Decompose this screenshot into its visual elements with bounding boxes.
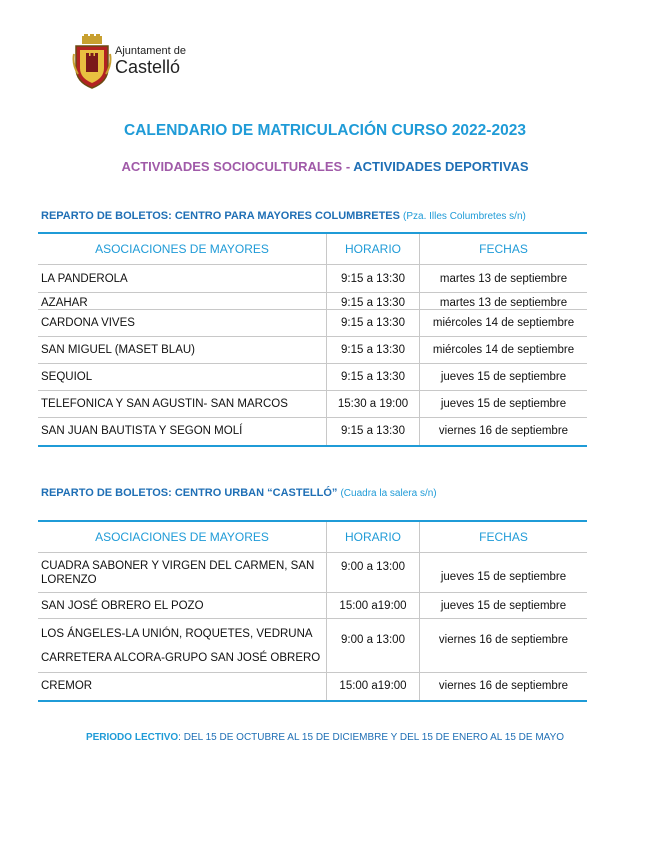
section1-address: (Pza. Illes Columbretes s/n) xyxy=(403,211,526,222)
table-row xyxy=(38,293,587,310)
column-header-fechas: FECHAS xyxy=(420,233,588,265)
date: viernes 16 de septiembre xyxy=(420,418,588,446)
date-text: jueves 15 de septiembre xyxy=(440,570,567,583)
column-header-fechas: FECHAS xyxy=(420,521,588,553)
schedule: 9:15 a 13:30 xyxy=(327,310,420,337)
table-row xyxy=(38,673,587,701)
column-header-horario: HORARIO xyxy=(327,521,420,553)
date xyxy=(420,619,588,673)
logo-line2: Castelló xyxy=(115,57,181,77)
date xyxy=(420,293,588,310)
city-logo xyxy=(72,34,192,90)
association-name: CUADRA SABONER Y VIRGEN DEL CARMEN, SAN LORENZO xyxy=(38,553,327,593)
schedule: 15:00 a19:00 xyxy=(327,673,420,701)
table-row xyxy=(38,310,587,337)
urban-castello-table xyxy=(38,520,587,702)
date-text: viernes 16 de septiembre xyxy=(438,633,569,646)
association-name: CARDONA VIVES xyxy=(38,310,327,337)
association-name: SEQUIOL xyxy=(38,364,327,391)
schedule: 15:00 a19:00 xyxy=(327,593,420,619)
association-name: CREMOR xyxy=(38,673,327,701)
schedule: 9:15 a 13:30 xyxy=(327,265,420,293)
section2-heading xyxy=(41,487,437,499)
table-row xyxy=(38,391,587,418)
table-row xyxy=(38,265,587,293)
table-row xyxy=(38,364,587,391)
association-name-text: AZAHAR xyxy=(41,297,88,307)
document-subtitle xyxy=(0,159,650,174)
section1-title: REPARTO DE BOLETOS: CENTRO PARA MAYORES COLUMBRETES xyxy=(41,210,400,222)
table-row xyxy=(38,553,587,593)
lective-period-note xyxy=(0,732,650,743)
section1-heading xyxy=(41,210,526,222)
table-row xyxy=(38,619,587,673)
logo-line1: Ajuntament de xyxy=(115,45,186,57)
date: jueves 15 de septiembre xyxy=(420,364,588,391)
subtitle-deportivas: ACTIVIDADES DEPORTIVAS xyxy=(353,159,529,174)
association-name xyxy=(38,293,327,310)
date: jueves 15 de septiembre xyxy=(420,391,588,418)
association-name-line2: CARRETERA ALCORA-GRUPO SAN JOSÉ OBRERO xyxy=(41,651,321,664)
lective-period-label: PERIODO LECTIVO xyxy=(85,732,179,743)
schedule xyxy=(327,619,420,673)
date-text: martes 13 de septiembre xyxy=(439,297,568,307)
schedule-text: 9:00 a 13:00 xyxy=(341,560,405,573)
subtitle-sociocultural: ACTIVIDADES SOCIOCULTURALES xyxy=(121,159,343,174)
column-header-asociaciones: ASOCIACIONES DE MAYORES xyxy=(38,233,327,265)
schedule: 9:15 a 13:30 xyxy=(327,337,420,364)
schedule xyxy=(327,553,420,593)
association-name xyxy=(38,619,327,673)
document-title: CALENDARIO DE MATRICULACIÓN CURSO 2022-2023 xyxy=(124,122,526,139)
logo-wordmark xyxy=(115,46,186,76)
table-row xyxy=(38,418,587,446)
date: jueves 15 de septiembre xyxy=(420,593,588,619)
date xyxy=(420,553,588,593)
association-name-line1: LOS ÁNGELES-LA UNIÓN, ROQUETES, VEDRUNA xyxy=(41,627,313,640)
association-name: SAN MIGUEL (MASET BLAU) xyxy=(38,337,327,364)
table-header-row xyxy=(38,233,587,265)
column-header-horario: HORARIO xyxy=(327,233,420,265)
section2-address: (Cuadra la salera s/n) xyxy=(340,488,437,499)
schedule xyxy=(327,293,420,310)
table-row xyxy=(38,337,587,364)
lective-period-text: : DEL 15 DE OCTUBRE AL 15 DE DICIEMBRE Y DEL 15 DE ENERO AL 15 DE MAYO xyxy=(178,732,565,743)
date: miércoles 14 de septiembre xyxy=(420,337,588,364)
schedule-text: 9:00 a 13:00 xyxy=(341,633,405,646)
schedule-text: 9:15 a 13:30 xyxy=(341,297,405,307)
date: miércoles 14 de septiembre xyxy=(420,310,588,337)
date: martes 13 de septiembre xyxy=(420,265,588,293)
date: viernes 16 de septiembre xyxy=(420,673,588,701)
columbretes-table xyxy=(38,232,587,447)
subtitle-separator: - xyxy=(342,159,354,174)
table-row xyxy=(38,593,587,619)
schedule: 9:15 a 13:30 xyxy=(327,364,420,391)
schedule: 9:15 a 13:30 xyxy=(327,418,420,446)
coat-of-arms-icon xyxy=(72,34,112,90)
association-name: LA PANDEROLA xyxy=(38,265,327,293)
association-name: SAN JUAN BAUTISTA Y SEGON MOLÍ xyxy=(38,418,327,446)
table-header-row xyxy=(38,521,587,553)
section2-title: REPARTO DE BOLETOS: CENTRO URBAN “CASTELLÓ” xyxy=(41,487,338,499)
association-name: SAN JOSÉ OBRERO EL POZO xyxy=(38,593,327,619)
association-name: TELEFONICA Y SAN AGUSTIN- SAN MARCOS xyxy=(38,391,327,418)
schedule: 15:30 a 19:00 xyxy=(327,391,420,418)
column-header-asociaciones: ASOCIACIONES DE MAYORES xyxy=(38,521,327,553)
